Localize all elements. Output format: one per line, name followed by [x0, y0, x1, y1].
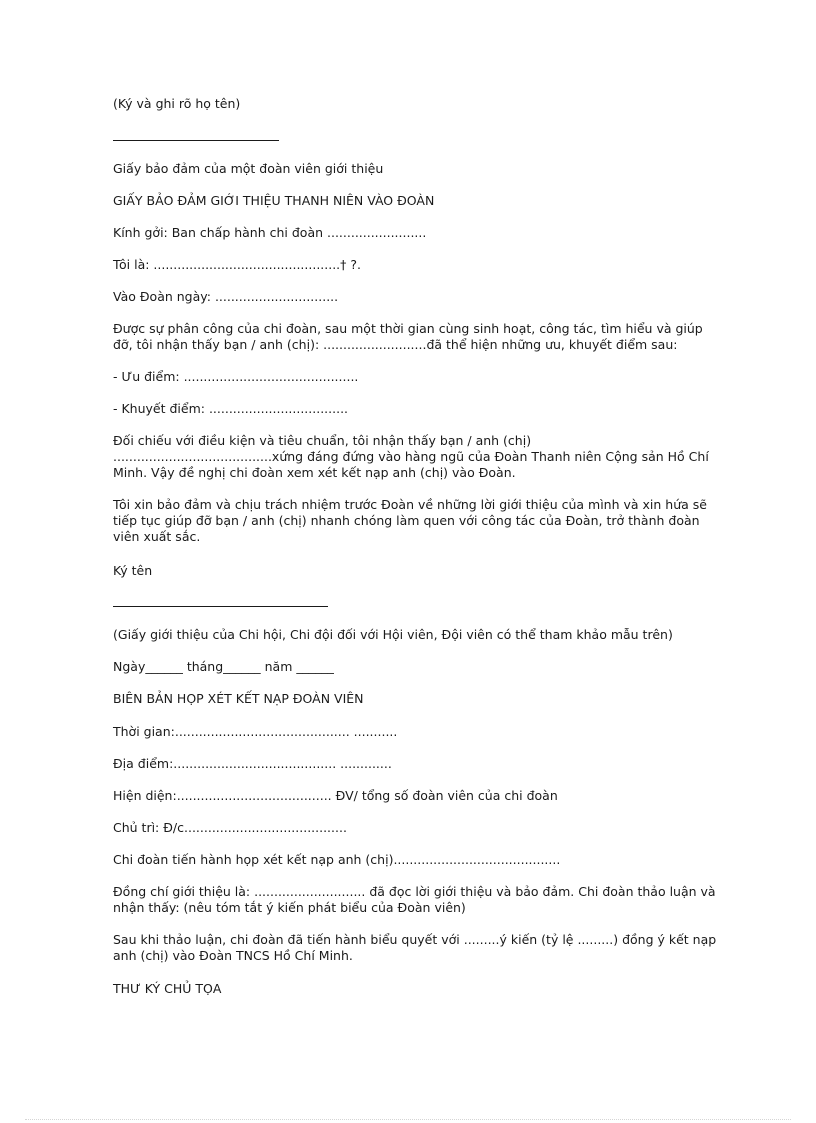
time-line: Thời gian:............................................ ...........	[113, 724, 398, 739]
comparison-paragraph: Đối chiếu với điều kiện và tiêu chuẩn, tôi nhận thấy bạn / anh (chị) ........................................xứng đáng đứng vào hàng ngũ của Đoàn Thanh niên Cộng sản Hồ Chí Minh. Vậy đề nghị chi đoàn xem xét kết nạp anh (chị) vào Đoàn.	[113, 433, 709, 480]
chair-line: Chủ trì: Đ/c.........................................	[113, 820, 347, 835]
commitment-paragraph: Tôi xin bảo đảm và chịu trách nhiệm trước Đoàn về những lời giới thiệu của mình và xin hứa sẽ tiếp tục giúp đỡ bạn / anh (chị) nhanh chóng làm quen với công tác của Đoàn, trở thành đoàn viên xuất sắc.	[113, 497, 707, 544]
attendance-line: Hiện diện:....................................... ĐV/ tổng số đoàn viên của chi đoàn	[113, 788, 558, 803]
guarantee-caption: Giấy bảo đảm của một đoàn viên giới thiệu	[113, 161, 384, 176]
page-bottom-divider	[25, 1119, 791, 1120]
reference-note: (Giấy giới thiệu của Chi hội, Chi đội đối với Hội viên, Đội viên có thể tham khảo mẫu trên)	[113, 627, 673, 642]
signature-hint: (Ký và ghi rõ họ tên)	[113, 96, 241, 111]
addressee-line: Kính gởi: Ban chấp hành chi đoàn .........................	[113, 225, 427, 240]
intro-paragraph: Được sự phân công của chi đoàn, sau một thời gian cùng sinh hoạt, công tác, tìm hiểu và giúp đỡ, tôi nhận thấy bạn / anh (chị): ..........................đã thể hiện những ưu, khuyết điểm sau:	[113, 321, 703, 352]
signature-line	[113, 140, 279, 141]
sign-label: Ký tên	[113, 563, 153, 578]
strengths-line: - Ưu điểm: ............................................	[113, 369, 359, 384]
location-line: Địa điểm:......................................... .............	[113, 756, 392, 771]
join-date-line: Vào Đoàn ngày: ...............................	[113, 289, 339, 304]
vote-paragraph: Sau khi thảo luận, chi đoàn đã tiến hành biểu quyết với .........ý kiến (tỷ lệ .........) đồng ý kết nạp anh (chị) vào Đoàn TNCS Hồ Chí Minh.	[113, 932, 717, 963]
date-line: Ngày______ tháng______ năm ______	[113, 659, 334, 674]
guarantee-title: GIẤY BẢO ĐẢM GIỚI THIỆU THANH NIÊN VÀO ĐOÀN	[113, 193, 435, 208]
i-am-line: Tôi là: ...............................................† ?.	[113, 257, 361, 272]
weaknesses-line: - Khuyết điểm: ...................................	[113, 401, 349, 416]
sign-line	[113, 606, 328, 607]
signatories-line: THƯ KÝ CHỦ TỌA	[113, 981, 222, 996]
introducer-paragraph: Đồng chí giới thiệu là: ............................ đã đọc lời giới thiệu và bảo đảm. Chi đoàn thảo luận và nhận thấy: (nêu tóm tắt ý kiến phát biểu của Đoàn viên)	[113, 884, 716, 915]
minutes-title: BIÊN BẢN HỌP XÉT KẾT NẠP ĐOÀN VIÊN	[113, 691, 364, 706]
proceeding-line: Chi đoàn tiến hành họp xét kết nạp anh (chị)..........................................	[113, 852, 561, 867]
